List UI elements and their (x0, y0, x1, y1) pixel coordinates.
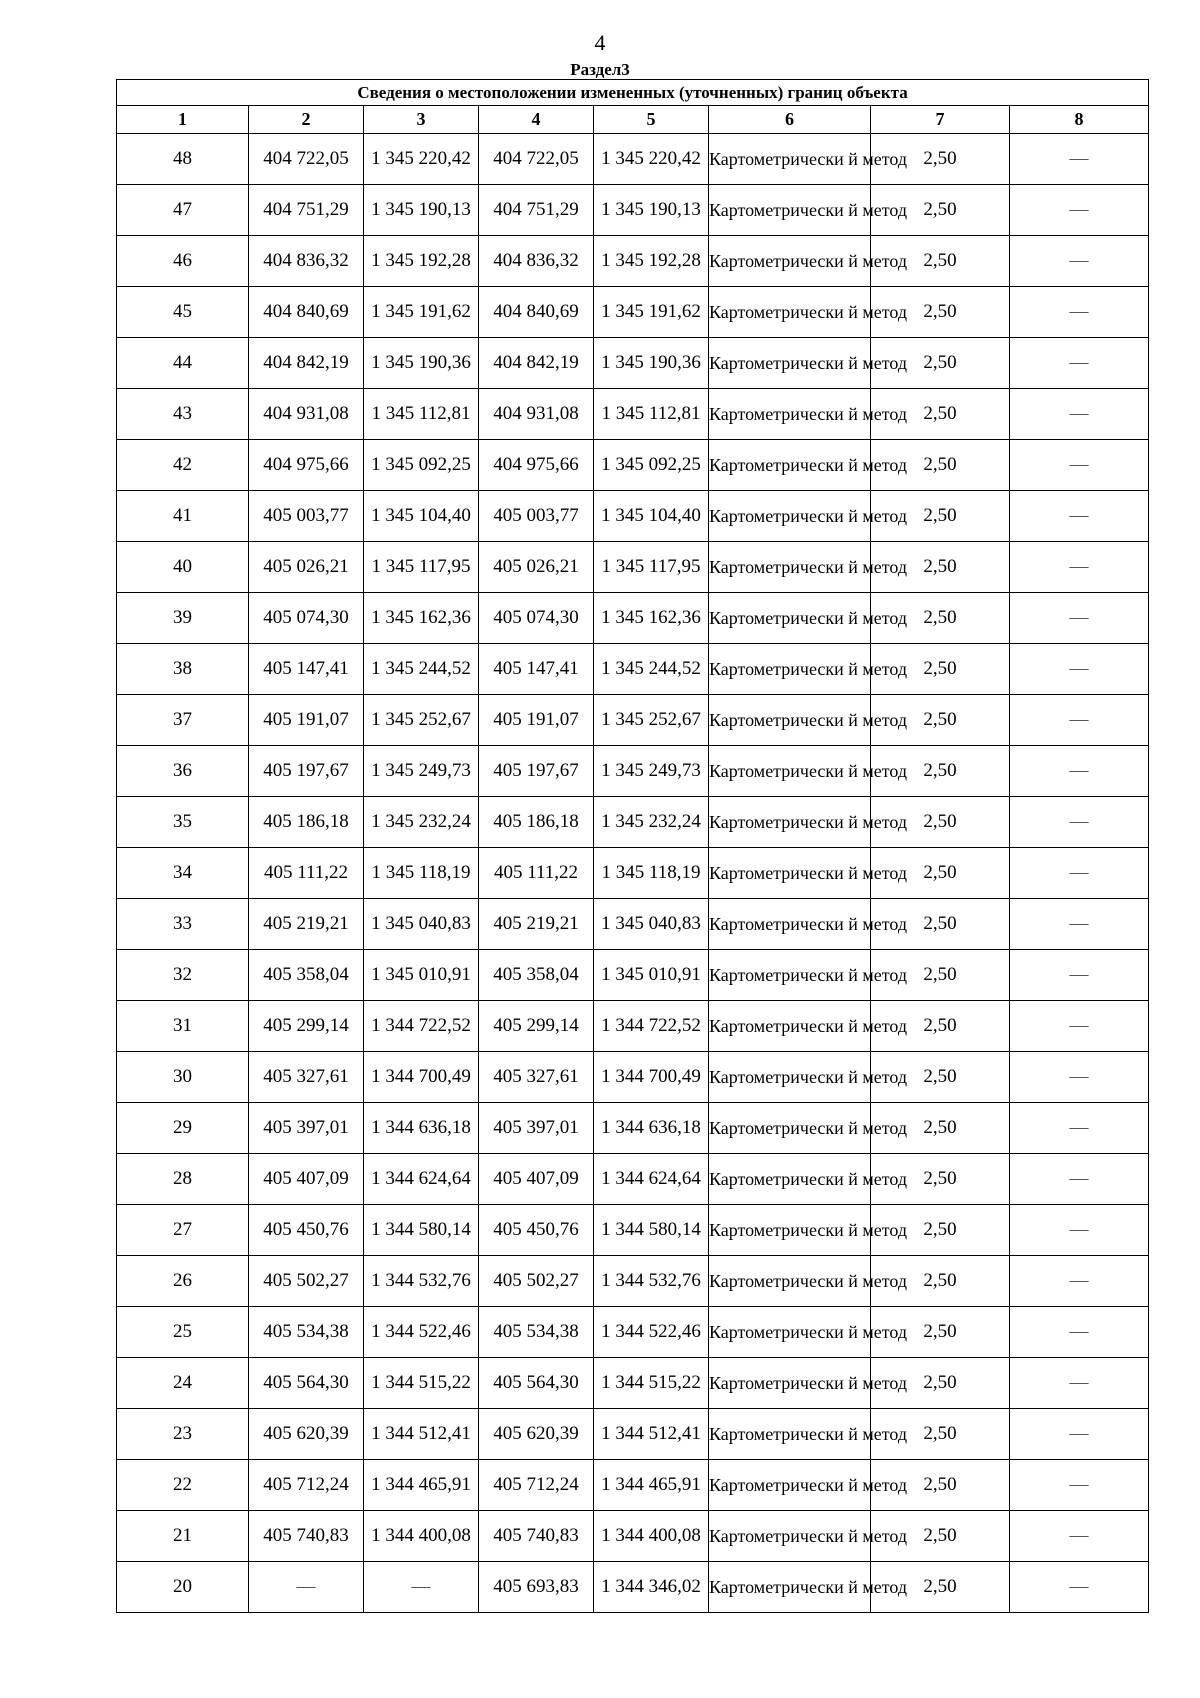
method-cell: Картометрически й метод (709, 899, 871, 950)
x-old-cell: 405 358,04 (249, 950, 364, 1001)
accuracy-cell: 2,50 (871, 1562, 1010, 1613)
y-new-cell: 1 344 400,08 (594, 1511, 709, 1562)
table-caption: Сведения о местоположении измененных (уточненных) границ объекта (117, 80, 1149, 106)
y-new-cell: 1 344 515,22 (594, 1358, 709, 1409)
x-new-cell: 405 450,76 (479, 1205, 594, 1256)
x-old-cell: 405 197,67 (249, 746, 364, 797)
point-number-cell: 22 (117, 1460, 249, 1511)
y-old-cell: 1 345 252,67 (364, 695, 479, 746)
point-number-cell: 41 (117, 491, 249, 542)
point-number-cell: 40 (117, 542, 249, 593)
table-row (117, 950, 1149, 1001)
point-number-cell: 39 (117, 593, 249, 644)
x-old-cell: 404 840,69 (249, 287, 364, 338)
method-cell: Картометрически й метод (709, 797, 871, 848)
x-old-cell: 405 003,77 (249, 491, 364, 542)
description-cell: — (1010, 1307, 1149, 1358)
accuracy-cell: 2,50 (871, 1307, 1010, 1358)
y-old-cell: 1 344 515,22 (364, 1358, 479, 1409)
y-new-cell: 1 344 636,18 (594, 1103, 709, 1154)
point-number-cell: 34 (117, 848, 249, 899)
method-cell: Картометрически й метод (709, 593, 871, 644)
point-number-cell: 44 (117, 338, 249, 389)
table-row (117, 389, 1149, 440)
x-new-cell: 404 836,32 (479, 236, 594, 287)
table-row (117, 1052, 1149, 1103)
description-cell: — (1010, 185, 1149, 236)
accuracy-cell: 2,50 (871, 644, 1010, 695)
y-new-cell: 1 345 220,42 (594, 134, 709, 185)
method-cell: Картометрически й метод (709, 1001, 871, 1052)
method-cell: Картометрически й метод (709, 491, 871, 542)
method-cell: Картометрически й метод (709, 950, 871, 1001)
point-number-cell: 42 (117, 440, 249, 491)
x-new-cell: 405 358,04 (479, 950, 594, 1001)
y-new-cell: 1 345 092,25 (594, 440, 709, 491)
column-header-1: 1 (117, 106, 249, 134)
accuracy-cell: 2,50 (871, 134, 1010, 185)
y-new-cell: 1 345 112,81 (594, 389, 709, 440)
accuracy-cell: 2,50 (871, 797, 1010, 848)
accuracy-cell: 2,50 (871, 1409, 1010, 1460)
point-number-cell: 43 (117, 389, 249, 440)
point-number-cell: 21 (117, 1511, 249, 1562)
description-cell: — (1010, 1460, 1149, 1511)
accuracy-cell: 2,50 (871, 491, 1010, 542)
description-cell: — (1010, 1358, 1149, 1409)
y-new-cell: 1 344 465,91 (594, 1460, 709, 1511)
x-new-cell: 405 003,77 (479, 491, 594, 542)
y-new-cell: 1 345 249,73 (594, 746, 709, 797)
point-number-cell: 36 (117, 746, 249, 797)
column-header-3: 3 (364, 106, 479, 134)
point-number-cell: 47 (117, 185, 249, 236)
description-cell: — (1010, 1103, 1149, 1154)
description-cell: — (1010, 644, 1149, 695)
x-new-cell: 405 502,27 (479, 1256, 594, 1307)
y-new-cell: 1 345 010,91 (594, 950, 709, 1001)
method-cell: Картометрически й метод (709, 185, 871, 236)
x-old-cell: 405 074,30 (249, 593, 364, 644)
description-cell: — (1010, 338, 1149, 389)
x-new-cell: 405 534,38 (479, 1307, 594, 1358)
method-cell: Картометрически й метод (709, 1409, 871, 1460)
point-number-cell: 25 (117, 1307, 249, 1358)
y-new-cell: 1 345 192,28 (594, 236, 709, 287)
accuracy-cell: 2,50 (871, 1358, 1010, 1409)
method-cell: Картометрически й метод (709, 695, 871, 746)
x-new-cell: 404 722,05 (479, 134, 594, 185)
table-row (117, 185, 1149, 236)
method-cell: Картометрически й метод (709, 1460, 871, 1511)
y-new-cell: 1 345 190,13 (594, 185, 709, 236)
boundary-coordinates-table (116, 79, 1149, 1613)
x-new-cell: 405 620,39 (479, 1409, 594, 1460)
x-new-cell: 405 026,21 (479, 542, 594, 593)
column-number-row (117, 106, 1149, 134)
x-old-cell: 405 111,22 (249, 848, 364, 899)
x-old-cell: 404 975,66 (249, 440, 364, 491)
table-row (117, 236, 1149, 287)
point-number-cell: 46 (117, 236, 249, 287)
x-new-cell: 405 147,41 (479, 644, 594, 695)
column-header-7: 7 (871, 106, 1010, 134)
accuracy-cell: 2,50 (871, 389, 1010, 440)
y-old-cell: 1 345 190,13 (364, 185, 479, 236)
y-new-cell: 1 345 104,40 (594, 491, 709, 542)
table-row (117, 1358, 1149, 1409)
x-new-cell: 405 327,61 (479, 1052, 594, 1103)
x-old-cell: 405 450,76 (249, 1205, 364, 1256)
method-cell: Картометрически й метод (709, 644, 871, 695)
table-body (117, 134, 1149, 1613)
x-old-cell: 405 502,27 (249, 1256, 364, 1307)
description-cell: — (1010, 695, 1149, 746)
description-cell: — (1010, 1256, 1149, 1307)
y-old-cell: 1 344 722,52 (364, 1001, 479, 1052)
y-new-cell: 1 345 252,67 (594, 695, 709, 746)
table-row (117, 1103, 1149, 1154)
method-cell: Картометрически й метод (709, 236, 871, 287)
y-new-cell: 1 344 624,64 (594, 1154, 709, 1205)
y-new-cell: 1 344 346,02 (594, 1562, 709, 1613)
method-cell: Картометрически й метод (709, 1205, 871, 1256)
method-cell: Картометрически й метод (709, 1307, 871, 1358)
y-new-cell: 1 344 522,46 (594, 1307, 709, 1358)
table-row (117, 1256, 1149, 1307)
y-new-cell: 1 345 244,52 (594, 644, 709, 695)
method-cell: Картометрически й метод (709, 1358, 871, 1409)
x-old-cell: 405 191,07 (249, 695, 364, 746)
point-number-cell: 31 (117, 1001, 249, 1052)
description-cell: — (1010, 797, 1149, 848)
description-cell: — (1010, 593, 1149, 644)
point-number-cell: 35 (117, 797, 249, 848)
x-old-cell: 405 397,01 (249, 1103, 364, 1154)
method-cell: Картометрически й метод (709, 1154, 871, 1205)
x-new-cell: 404 975,66 (479, 440, 594, 491)
y-new-cell: 1 344 700,49 (594, 1052, 709, 1103)
table-row (117, 797, 1149, 848)
method-cell: Картометрически й метод (709, 1562, 871, 1613)
table-row (117, 1460, 1149, 1511)
y-old-cell: 1 345 162,36 (364, 593, 479, 644)
description-cell: — (1010, 491, 1149, 542)
method-cell: Картометрически й метод (709, 440, 871, 491)
method-cell: Картометрически й метод (709, 389, 871, 440)
column-header-2: 2 (249, 106, 364, 134)
y-old-cell: 1 345 191,62 (364, 287, 479, 338)
table-row (117, 593, 1149, 644)
point-number-cell: 38 (117, 644, 249, 695)
section-title: Раздел3 (570, 60, 630, 79)
description-cell: — (1010, 1205, 1149, 1256)
x-new-cell: 404 842,19 (479, 338, 594, 389)
method-cell: Картометрически й метод (709, 1103, 871, 1154)
x-old-cell: 405 186,18 (249, 797, 364, 848)
y-new-cell: 1 345 162,36 (594, 593, 709, 644)
x-new-cell: 405 407,09 (479, 1154, 594, 1205)
x-old-cell: 405 327,61 (249, 1052, 364, 1103)
x-old-cell: 405 740,83 (249, 1511, 364, 1562)
accuracy-cell: 2,50 (871, 185, 1010, 236)
point-number-cell: 29 (117, 1103, 249, 1154)
x-new-cell: 404 931,08 (479, 389, 594, 440)
table-row (117, 1409, 1149, 1460)
description-cell: — (1010, 950, 1149, 1001)
point-number-cell: 23 (117, 1409, 249, 1460)
x-old-cell: — (249, 1562, 364, 1613)
accuracy-cell: 2,50 (871, 1205, 1010, 1256)
x-old-cell: 404 842,19 (249, 338, 364, 389)
x-old-cell: 404 836,32 (249, 236, 364, 287)
y-new-cell: 1 344 512,41 (594, 1409, 709, 1460)
table-row (117, 440, 1149, 491)
method-cell: Картометрически й метод (709, 1256, 871, 1307)
point-number-cell: 20 (117, 1562, 249, 1613)
y-old-cell: — (364, 1562, 479, 1613)
table-row (117, 899, 1149, 950)
accuracy-cell: 2,50 (871, 950, 1010, 1001)
accuracy-cell: 2,50 (871, 1001, 1010, 1052)
x-new-cell: 404 840,69 (479, 287, 594, 338)
description-cell: — (1010, 542, 1149, 593)
table-row (117, 338, 1149, 389)
method-cell: Картометрически й метод (709, 848, 871, 899)
x-old-cell: 405 407,09 (249, 1154, 364, 1205)
y-old-cell: 1 345 112,81 (364, 389, 479, 440)
accuracy-cell: 2,50 (871, 1154, 1010, 1205)
point-number-cell: 28 (117, 1154, 249, 1205)
x-new-cell: 405 564,30 (479, 1358, 594, 1409)
accuracy-cell: 2,50 (871, 542, 1010, 593)
x-new-cell: 405 074,30 (479, 593, 594, 644)
accuracy-cell: 2,50 (871, 899, 1010, 950)
y-old-cell: 1 345 220,42 (364, 134, 479, 185)
x-new-cell: 405 191,07 (479, 695, 594, 746)
description-cell: — (1010, 746, 1149, 797)
table-row (117, 134, 1149, 185)
accuracy-cell: 2,50 (871, 593, 1010, 644)
y-old-cell: 1 345 190,36 (364, 338, 479, 389)
table-row (117, 644, 1149, 695)
accuracy-cell: 2,50 (871, 236, 1010, 287)
x-old-cell: 405 299,14 (249, 1001, 364, 1052)
method-cell: Картометрически й метод (709, 746, 871, 797)
accuracy-cell: 2,50 (871, 440, 1010, 491)
y-old-cell: 1 345 010,91 (364, 950, 479, 1001)
y-old-cell: 1 345 118,19 (364, 848, 479, 899)
y-old-cell: 1 345 104,40 (364, 491, 479, 542)
table-row (117, 1001, 1149, 1052)
y-old-cell: 1 345 249,73 (364, 746, 479, 797)
point-number-cell: 48 (117, 134, 249, 185)
y-old-cell: 1 344 465,91 (364, 1460, 479, 1511)
point-number-cell: 45 (117, 287, 249, 338)
y-old-cell: 1 345 040,83 (364, 899, 479, 950)
x-new-cell: 405 693,83 (479, 1562, 594, 1613)
y-new-cell: 1 345 190,36 (594, 338, 709, 389)
point-number-cell: 30 (117, 1052, 249, 1103)
method-cell: Картометрически й метод (709, 287, 871, 338)
point-number-cell: 24 (117, 1358, 249, 1409)
y-old-cell: 1 345 092,25 (364, 440, 479, 491)
table-row (117, 1154, 1149, 1205)
y-old-cell: 1 345 192,28 (364, 236, 479, 287)
y-new-cell: 1 344 722,52 (594, 1001, 709, 1052)
method-cell: Картометрически й метод (709, 1511, 871, 1562)
description-cell: — (1010, 1001, 1149, 1052)
table-row (117, 287, 1149, 338)
description-cell: — (1010, 1511, 1149, 1562)
x-new-cell: 405 740,83 (479, 1511, 594, 1562)
accuracy-cell: 2,50 (871, 1460, 1010, 1511)
x-old-cell: 405 026,21 (249, 542, 364, 593)
method-cell: Картометрически й метод (709, 338, 871, 389)
y-old-cell: 1 344 532,76 (364, 1256, 479, 1307)
accuracy-cell: 2,50 (871, 1103, 1010, 1154)
x-new-cell: 405 197,67 (479, 746, 594, 797)
column-header-8: 8 (1010, 106, 1149, 134)
accuracy-cell: 2,50 (871, 1511, 1010, 1562)
y-new-cell: 1 345 232,24 (594, 797, 709, 848)
description-cell: — (1010, 440, 1149, 491)
table-row (117, 695, 1149, 746)
y-old-cell: 1 344 512,41 (364, 1409, 479, 1460)
point-number-cell: 33 (117, 899, 249, 950)
y-new-cell: 1 344 532,76 (594, 1256, 709, 1307)
point-number-cell: 32 (117, 950, 249, 1001)
description-cell: — (1010, 1154, 1149, 1205)
description-cell: — (1010, 134, 1149, 185)
x-old-cell: 405 219,21 (249, 899, 364, 950)
x-new-cell: 405 219,21 (479, 899, 594, 950)
x-old-cell: 405 712,24 (249, 1460, 364, 1511)
method-cell: Картометрически й метод (709, 542, 871, 593)
accuracy-cell: 2,50 (871, 1052, 1010, 1103)
y-new-cell: 1 345 191,62 (594, 287, 709, 338)
x-old-cell: 405 620,39 (249, 1409, 364, 1460)
column-header-5: 5 (594, 106, 709, 134)
description-cell: — (1010, 1052, 1149, 1103)
point-number-cell: 37 (117, 695, 249, 746)
description-cell: — (1010, 389, 1149, 440)
y-new-cell: 1 345 117,95 (594, 542, 709, 593)
table-row (117, 746, 1149, 797)
column-header-6: 6 (709, 106, 871, 134)
x-new-cell: 405 299,14 (479, 1001, 594, 1052)
y-old-cell: 1 344 700,49 (364, 1052, 479, 1103)
x-new-cell: 405 712,24 (479, 1460, 594, 1511)
x-old-cell: 405 564,30 (249, 1358, 364, 1409)
point-number-cell: 26 (117, 1256, 249, 1307)
table-row (117, 491, 1149, 542)
description-cell: — (1010, 1409, 1149, 1460)
y-old-cell: 1 344 522,46 (364, 1307, 479, 1358)
method-cell: Картометрически й метод (709, 1052, 871, 1103)
y-old-cell: 1 344 624,64 (364, 1154, 479, 1205)
y-new-cell: 1 345 040,83 (594, 899, 709, 950)
y-old-cell: 1 344 400,08 (364, 1511, 479, 1562)
x-old-cell: 404 722,05 (249, 134, 364, 185)
y-old-cell: 1 344 636,18 (364, 1103, 479, 1154)
accuracy-cell: 2,50 (871, 695, 1010, 746)
table-row (117, 848, 1149, 899)
y-old-cell: 1 345 244,52 (364, 644, 479, 695)
x-new-cell: 404 751,29 (479, 185, 594, 236)
description-cell: — (1010, 848, 1149, 899)
point-number-cell: 27 (117, 1205, 249, 1256)
description-cell: — (1010, 236, 1149, 287)
x-old-cell: 405 147,41 (249, 644, 364, 695)
y-old-cell: 1 345 117,95 (364, 542, 479, 593)
x-old-cell: 405 534,38 (249, 1307, 364, 1358)
accuracy-cell: 2,50 (871, 848, 1010, 899)
x-old-cell: 404 751,29 (249, 185, 364, 236)
y-old-cell: 1 345 232,24 (364, 797, 479, 848)
x-new-cell: 405 186,18 (479, 797, 594, 848)
accuracy-cell: 2,50 (871, 287, 1010, 338)
table-row (117, 542, 1149, 593)
description-cell: — (1010, 287, 1149, 338)
x-old-cell: 404 931,08 (249, 389, 364, 440)
y-new-cell: 1 345 118,19 (594, 848, 709, 899)
accuracy-cell: 2,50 (871, 1256, 1010, 1307)
table-row (117, 1307, 1149, 1358)
column-header-4: 4 (479, 106, 594, 134)
accuracy-cell: 2,50 (871, 338, 1010, 389)
description-cell: — (1010, 899, 1149, 950)
page-number: 4 (594, 30, 606, 55)
accuracy-cell: 2,50 (871, 746, 1010, 797)
x-new-cell: 405 111,22 (479, 848, 594, 899)
x-new-cell: 405 397,01 (479, 1103, 594, 1154)
y-old-cell: 1 344 580,14 (364, 1205, 479, 1256)
table-row (117, 1562, 1149, 1613)
method-cell: Картометрически й метод (709, 134, 871, 185)
description-cell: — (1010, 1562, 1149, 1613)
y-new-cell: 1 344 580,14 (594, 1205, 709, 1256)
table-row (117, 1511, 1149, 1562)
table-row (117, 1205, 1149, 1256)
